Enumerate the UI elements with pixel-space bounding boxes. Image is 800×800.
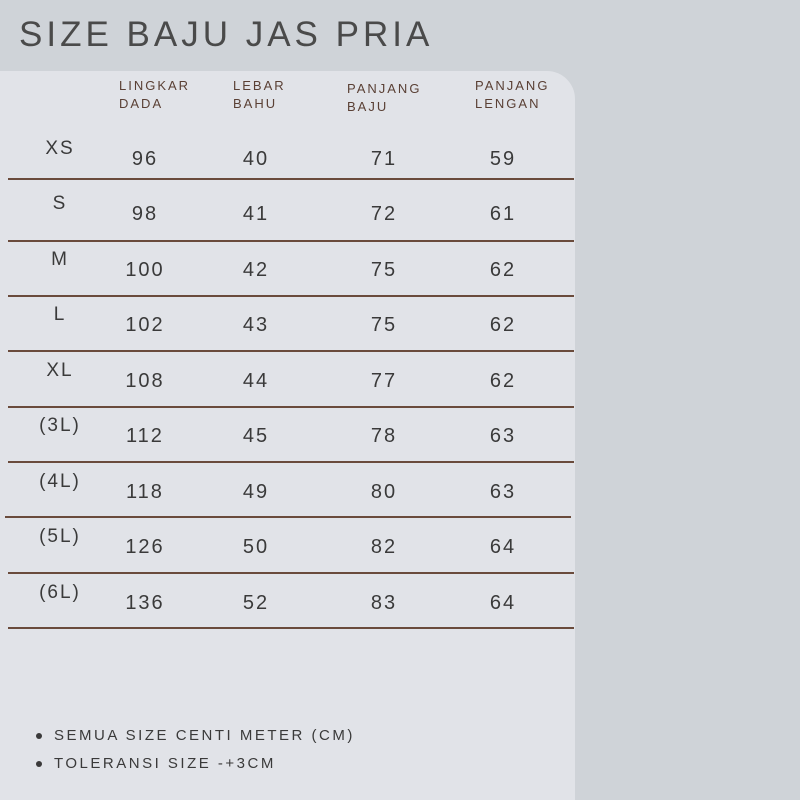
note-item: [38, 752, 355, 780]
lingkar-dada-value: 102: [125, 314, 165, 336]
panjang-lengan-value: 59: [489, 148, 517, 170]
row-divider: [8, 178, 574, 180]
lebar-bahu-value: 42: [242, 259, 270, 281]
table-row: [0, 465, 575, 521]
panjang-baju-value: 75: [370, 259, 398, 281]
table-row: [0, 409, 575, 465]
header-line: LEBAR: [233, 78, 286, 93]
panjang-baju-value: 82: [370, 536, 398, 558]
row-divider: [8, 240, 574, 242]
lingkar-dada-value: 96: [131, 148, 159, 170]
notes-list: [38, 724, 355, 780]
size-label: XS: [45, 138, 75, 159]
lingkar-dada-value: 108: [125, 370, 165, 392]
panjang-lengan-value: 62: [489, 370, 517, 392]
row-divider: [5, 516, 571, 518]
lingkar-dada-value: 112: [126, 425, 164, 447]
header-panjang-baju: [347, 80, 421, 116]
table-row: [0, 298, 575, 354]
lingkar-dada-value: 126: [125, 536, 165, 558]
lebar-bahu-value: 43: [242, 314, 270, 336]
size-label: (5L): [39, 526, 81, 547]
row-divider: [8, 295, 574, 297]
size-label: L: [53, 304, 67, 325]
header-line: LINGKAR: [119, 78, 191, 93]
table-row: [0, 520, 575, 576]
lebar-bahu-value: 41: [242, 203, 270, 225]
size-label: (6L): [39, 582, 81, 603]
table-row: [0, 576, 575, 632]
lebar-bahu-value: 40: [242, 148, 270, 170]
header-line: LENGAN: [475, 96, 541, 111]
size-label: XL: [46, 360, 74, 381]
panjang-baju-value: 72: [370, 203, 398, 225]
panjang-lengan-value: 63: [489, 425, 517, 447]
size-label: (4L): [39, 471, 81, 492]
lingkar-dada-value: 136: [125, 592, 165, 614]
size-label: S: [52, 193, 68, 214]
header-line: DADA: [119, 96, 164, 111]
panjang-lengan-value: 64: [489, 592, 517, 614]
table-row: [0, 243, 575, 299]
panjang-lengan-value: 63: [489, 481, 517, 503]
panjang-baju-value: 78: [370, 425, 398, 447]
panjang-baju-value: 77: [370, 370, 398, 392]
header-line: PANJANG: [475, 78, 550, 93]
panjang-baju-value: 75: [370, 314, 398, 336]
header-line: BAHU: [233, 96, 278, 111]
header-lebar-bahu: [233, 77, 286, 113]
header-lingkar-dada: [119, 77, 190, 113]
row-divider: [8, 572, 574, 574]
lebar-bahu-value: 52: [242, 592, 270, 614]
bullet-icon: [36, 761, 42, 767]
lingkar-dada-value: 118: [126, 481, 164, 503]
lingkar-dada-value: 100: [125, 259, 165, 281]
row-divider: [8, 406, 574, 408]
row-divider: [8, 627, 574, 629]
row-divider: [8, 350, 574, 352]
lingkar-dada-value: 98: [131, 203, 159, 225]
lebar-bahu-value: 50: [242, 536, 270, 558]
size-label: M: [51, 249, 69, 270]
note-text: TOLERANSI SIZE -+3CM: [54, 755, 276, 772]
panjang-lengan-value: 61: [489, 203, 517, 225]
page-title: SIZE BAJU JAS PRIA: [19, 15, 434, 54]
table-row: [0, 354, 575, 410]
panjang-baju-value: 80: [370, 481, 398, 503]
table-row: [0, 187, 575, 243]
lebar-bahu-value: 49: [242, 481, 270, 503]
panjang-lengan-value: 64: [489, 536, 517, 558]
note-item: [38, 724, 355, 752]
header-line: BAJU: [347, 99, 389, 114]
header-line: PANJANG: [347, 81, 422, 96]
row-divider: [8, 461, 574, 463]
lebar-bahu-value: 44: [242, 370, 270, 392]
size-label: (3L): [39, 415, 81, 436]
lebar-bahu-value: 45: [242, 425, 270, 447]
panjang-lengan-value: 62: [489, 314, 517, 336]
panjang-baju-value: 83: [370, 592, 398, 614]
bullet-icon: [36, 733, 42, 739]
panjang-baju-value: 71: [370, 148, 398, 170]
panjang-lengan-value: 62: [489, 259, 517, 281]
note-text: SEMUA SIZE CENTI METER (CM): [54, 727, 355, 744]
header-panjang-lengan: [475, 77, 549, 113]
